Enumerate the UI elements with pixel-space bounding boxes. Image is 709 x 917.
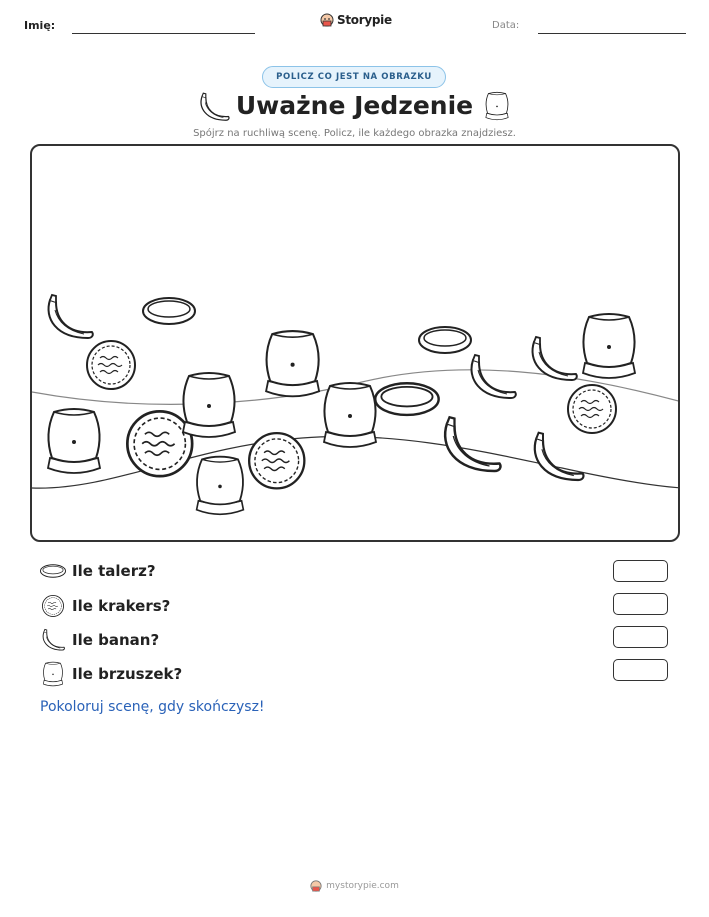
banana-item xyxy=(49,295,93,338)
storypie-mascot-icon xyxy=(320,13,334,27)
cracker-item xyxy=(127,411,192,476)
belly-item xyxy=(324,383,376,447)
storypie-mascot-icon xyxy=(310,880,322,892)
name-label: Imię: xyxy=(24,19,56,32)
belly-item xyxy=(266,331,319,396)
counting-scene xyxy=(30,144,680,542)
cracker-item xyxy=(249,433,304,488)
brand-name: Storypie xyxy=(337,13,392,27)
question-crackers xyxy=(40,595,170,617)
footer-url[interactable]: mystorypie.com xyxy=(326,881,399,891)
belly-item xyxy=(583,314,635,378)
plate-item xyxy=(375,383,438,415)
answer-box-plates[interactable] xyxy=(613,560,668,582)
belly-icon xyxy=(483,91,511,121)
answer-box-bananas[interactable] xyxy=(613,626,668,648)
answer-box-crackers[interactable] xyxy=(613,593,668,615)
cracker-item xyxy=(568,385,616,433)
plate-item xyxy=(143,298,195,324)
footer xyxy=(0,880,709,892)
banana-icon xyxy=(40,628,66,652)
scene-drawing xyxy=(32,146,680,542)
name-line[interactable] xyxy=(72,33,255,34)
banana-item xyxy=(445,417,500,471)
question-bananas xyxy=(40,628,159,652)
question-plates xyxy=(40,562,156,580)
cracker-item xyxy=(87,341,135,389)
belly-item xyxy=(48,409,100,473)
belly-item xyxy=(197,457,244,515)
page-title: Uważne Jedzenie xyxy=(235,91,474,120)
plate-icon xyxy=(40,564,66,578)
coloring-note: Pokoloruj scenę, gdy skończysz! xyxy=(40,699,265,715)
instruction-badge: POLICZ CO JEST NA OBRAZKU xyxy=(262,66,446,88)
date-line[interactable] xyxy=(538,33,686,34)
question-text: Ile talerz? xyxy=(72,562,156,580)
cracker-icon xyxy=(40,595,66,617)
page-subtitle: Spójrz na ruchliwą scenę. Policz, ile każdego obrazka znajdziesz. xyxy=(193,128,516,139)
question-text: Ile krakers? xyxy=(72,597,171,615)
answer-box-bellies[interactable] xyxy=(613,659,668,681)
belly-icon xyxy=(40,661,66,687)
brand-logo xyxy=(320,13,392,27)
banana-item xyxy=(472,355,516,398)
question-bellies xyxy=(40,661,182,687)
date-label: Data: xyxy=(492,20,520,31)
plate-item xyxy=(419,327,471,353)
question-text: Ile banan? xyxy=(72,631,160,649)
banana-item xyxy=(535,433,584,480)
belly-item xyxy=(183,373,235,437)
question-text: Ile brzuszek? xyxy=(72,665,183,683)
